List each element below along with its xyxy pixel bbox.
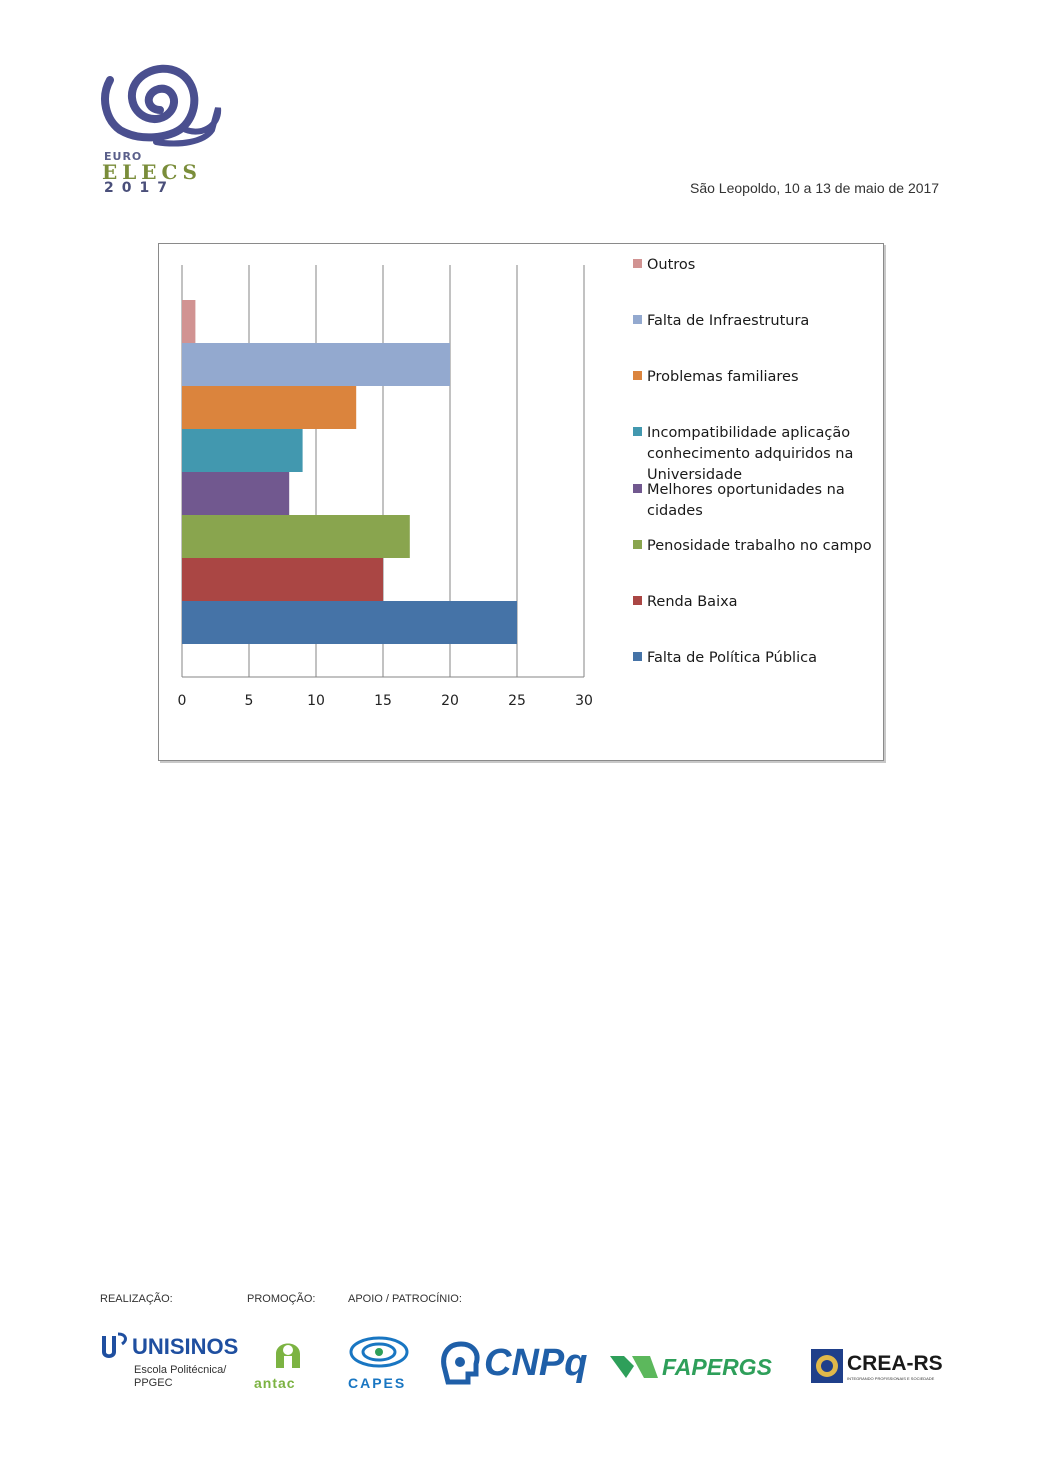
legend-label: cidades [647, 503, 703, 519]
bar [182, 343, 450, 386]
x-tick-label: 15 [374, 693, 392, 709]
legend-label: Outros [647, 257, 696, 273]
bar [182, 300, 195, 343]
legend-swatch [633, 315, 642, 324]
logo-text-euro: EURO [104, 150, 143, 163]
header-date: São Leopoldo, 10 a 13 de maio de 2017 [690, 180, 940, 196]
chart-frame [158, 243, 884, 761]
bar-chart [159, 244, 883, 760]
legend-label: Falta de Infraestrutura [647, 313, 810, 329]
legend-swatch [633, 540, 642, 549]
unisinos-icon [98, 1330, 132, 1364]
unisinos-name: UNISINOS [132, 1334, 239, 1359]
footer-label-realizacao: REALIZAÇÃO: [100, 1293, 173, 1305]
footer-label-promocao: PROMOÇÃO: [247, 1293, 316, 1305]
logo-text-elecs: ELECS [102, 160, 202, 184]
cnpq-name: CNPq [484, 1341, 588, 1384]
fapergs-icon [610, 1352, 662, 1382]
x-tick-label: 25 [508, 693, 526, 709]
x-tick-label: 30 [575, 693, 593, 709]
legend-label: Universidade [647, 467, 743, 483]
legend-swatch [633, 484, 642, 493]
logo-text-year: 2017 [104, 180, 175, 196]
spiral-logo-icon [100, 50, 230, 155]
bar [182, 386, 356, 429]
footer-label-apoio: APOIO / PATROCÍNIO: [348, 1293, 462, 1305]
sponsor-cnpq [438, 1340, 587, 1386]
legend-label: conhecimento adquiridos na [647, 446, 854, 462]
crea-seal-icon [810, 1348, 844, 1384]
bar [182, 558, 383, 601]
legend-label: Penosidade trabalho no campo [647, 538, 872, 554]
legend-swatch [633, 427, 642, 436]
x-tick-label: 0 [177, 693, 187, 709]
bar [182, 601, 517, 644]
legend-label: Problemas familiares [647, 369, 799, 385]
legend-swatch [633, 371, 642, 380]
legend-label: Incompatibilidade aplicação [647, 425, 851, 441]
antac-icon [254, 1334, 322, 1370]
antac-name: antac [254, 1375, 296, 1391]
unisinos-sub-1: Escola Politécnica/ [134, 1364, 227, 1376]
x-tick-label: 10 [307, 693, 325, 709]
legend-swatch [633, 259, 642, 268]
sponsor-unisinos [98, 1330, 238, 1390]
capes-icon [348, 1332, 410, 1370]
legend-label: Renda Baixa [647, 594, 738, 610]
fapergs-name: FAPERGS [662, 1353, 772, 1380]
legend-swatch [633, 652, 642, 661]
bar [182, 429, 303, 472]
sponsor-fapergs [610, 1352, 772, 1382]
x-tick-label: 20 [441, 693, 459, 709]
unisinos-sub-2: PPGEC [134, 1377, 173, 1389]
legend-label: Falta de Política Pública [647, 650, 817, 666]
x-tick-label: 5 [244, 693, 254, 709]
bar [182, 472, 289, 515]
sponsor-capes [348, 1332, 410, 1391]
sponsor-crea [810, 1348, 943, 1384]
sponsor-antac [254, 1334, 322, 1391]
bar [182, 515, 410, 558]
capes-name: CAPES [348, 1375, 407, 1391]
crea-name: CREA-RS [847, 1351, 943, 1375]
legend-label: Melhores oportunidades na [647, 482, 845, 498]
legend-swatch [633, 596, 642, 605]
cnpq-head-icon [438, 1340, 484, 1386]
crea-subtitle: INTEGRANDO PROFISSIONAIS E SOCIEDADE [847, 1375, 935, 1381]
